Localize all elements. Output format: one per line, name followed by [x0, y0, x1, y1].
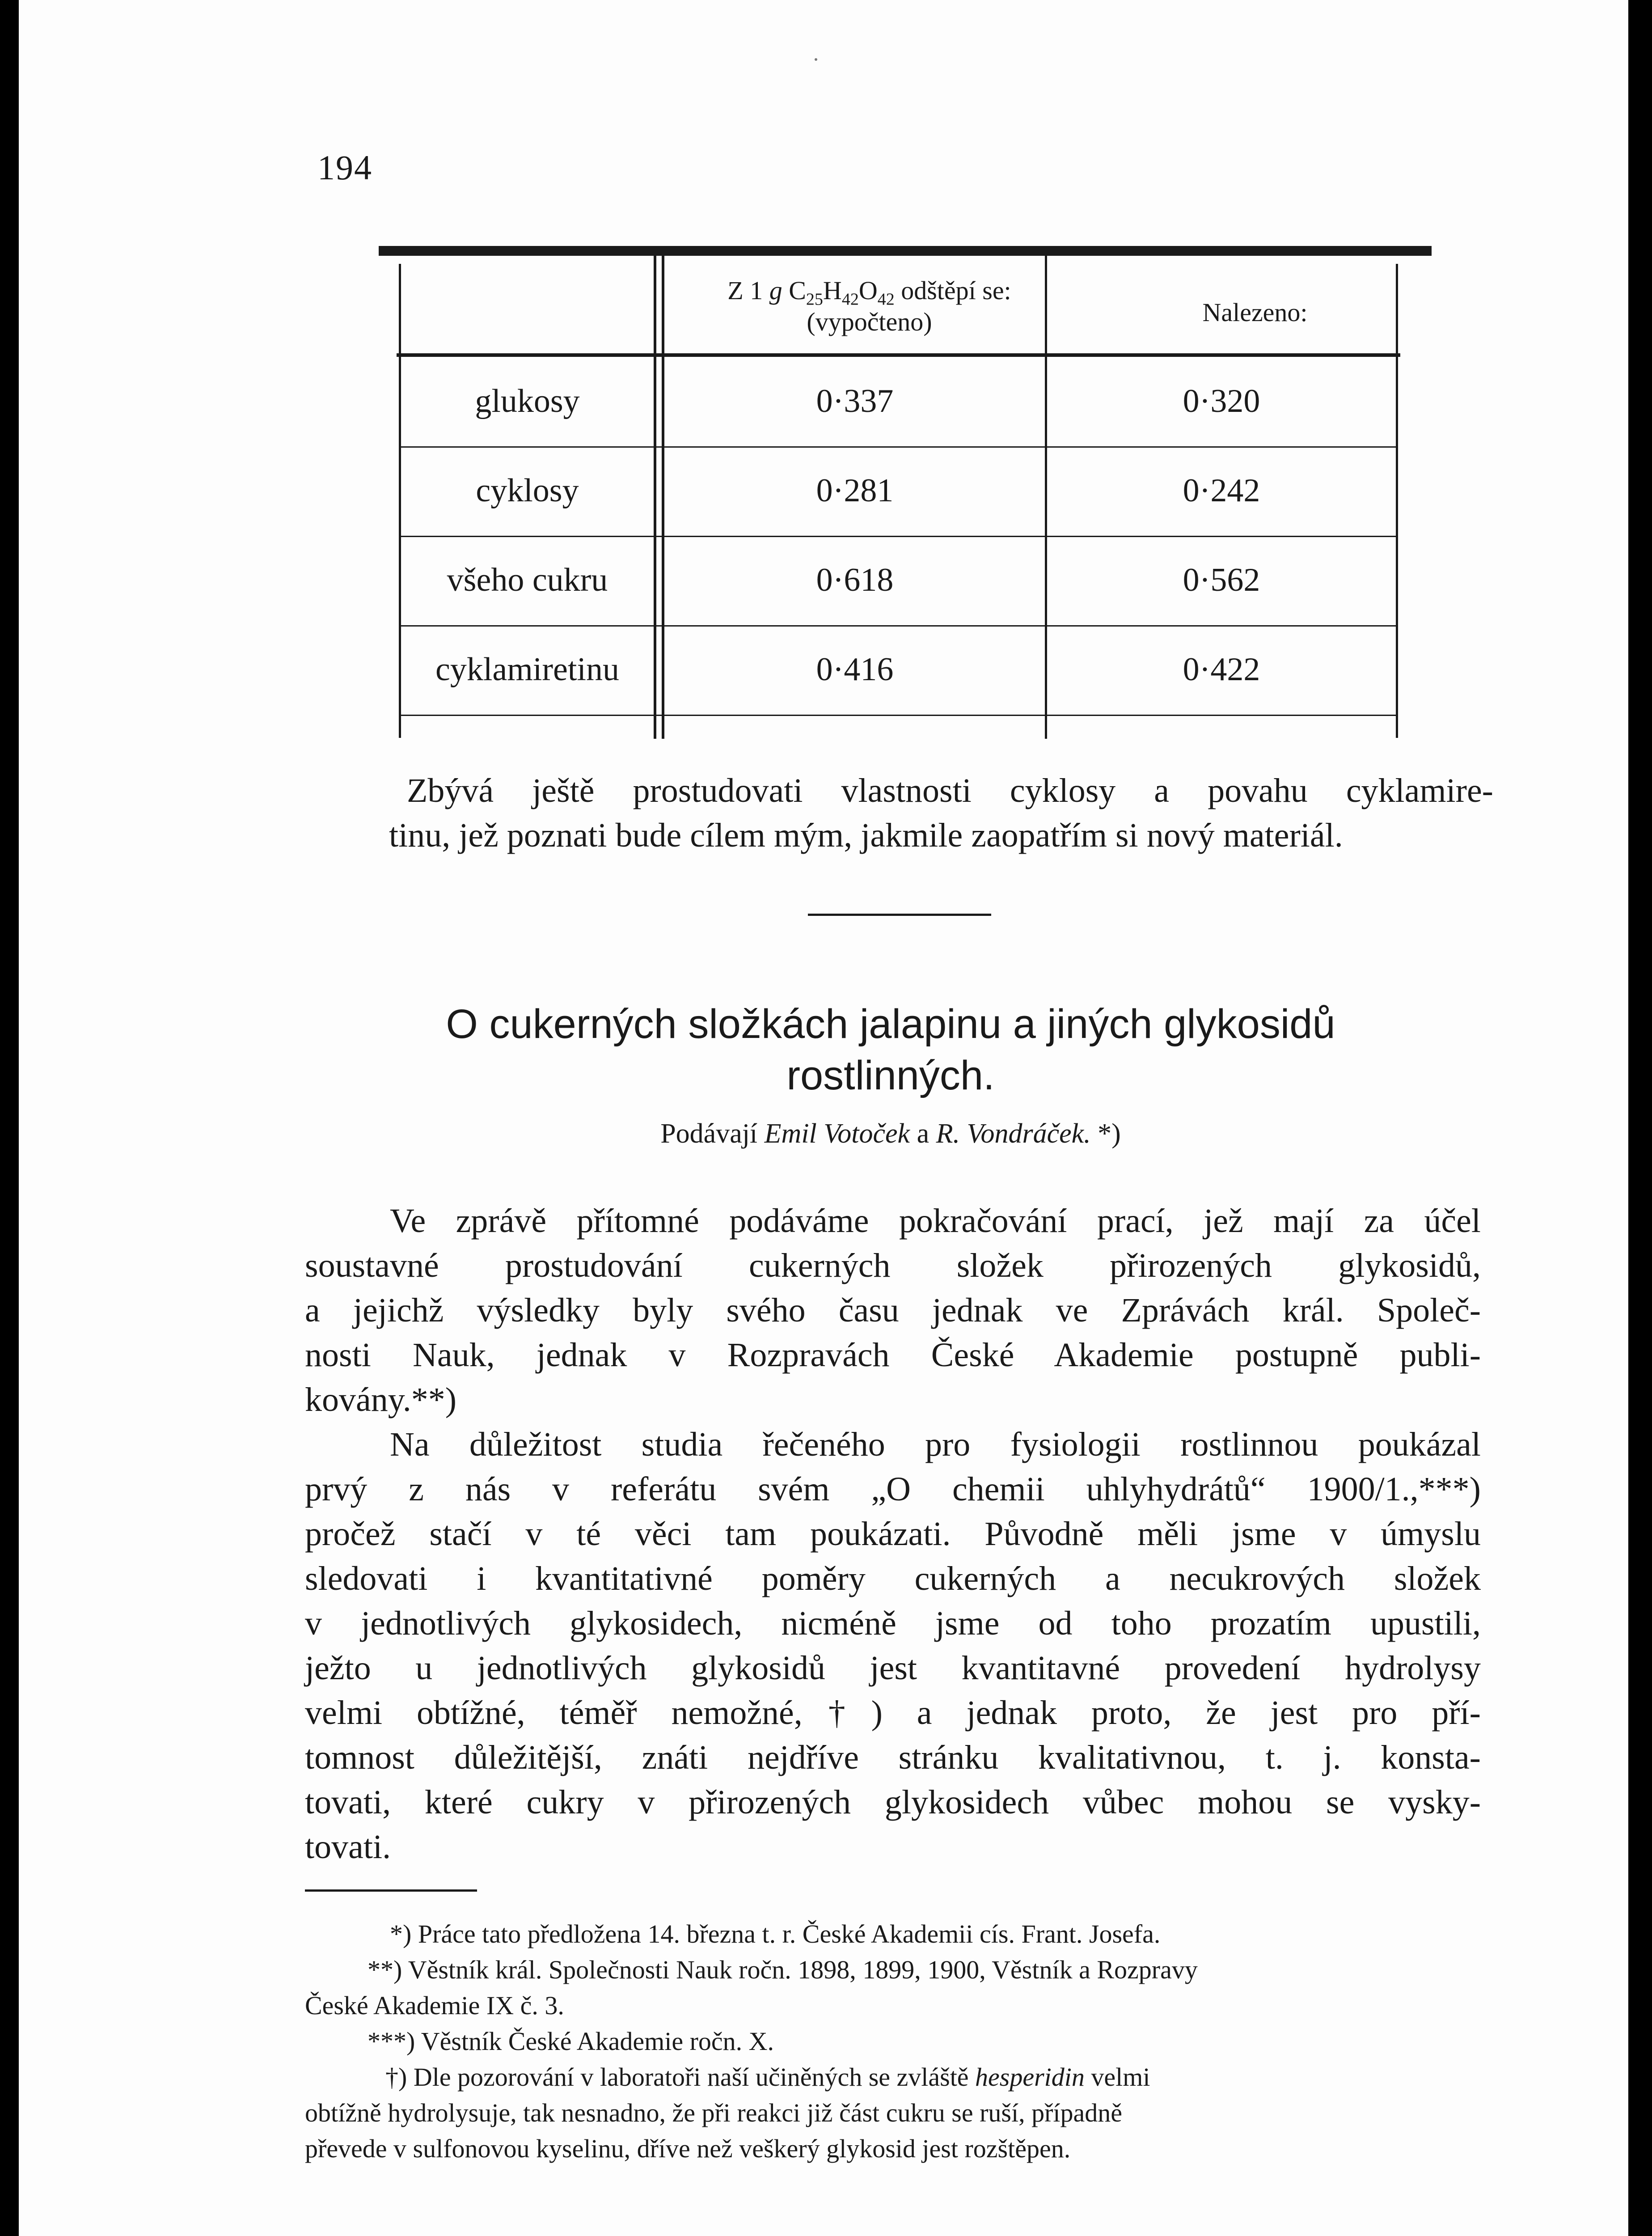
paragraph-line: nosti Nauk, jednak v Rozpravách České Akademie postupně publi- — [305, 1336, 1481, 1374]
table-top-rule — [379, 246, 1432, 256]
table-header-computed-note: (vypočteno) — [807, 307, 932, 337]
article-byline: Podávají Emil Votoček a R. Vondráček. *) — [660, 1118, 1121, 1149]
paragraph-line: soustavné prostudování cukerných složek přirozených glykosidů, — [305, 1247, 1481, 1284]
paragraph-line: tovati, které cukry v přirozených glykosidech vůbec mohou se vysky- — [305, 1783, 1481, 1821]
footnote-4: †) Dle pozorování v laboratoři naší učiněných se zvláště hesperidin velmi — [385, 2062, 1150, 2092]
footnote-3: ***) Věstník České Akademie ročn. X. — [368, 2027, 774, 2056]
paragraph-line: ježto u jednotlivých glykosidů jest kvantitavné provedení hydrolysy — [305, 1649, 1481, 1687]
footnote-2: **) Věstník král. Společnosti Nauk ročn. 1898, 1899, 1900, Věstník a Rozpravy — [368, 1955, 1198, 1984]
table-row-found: 0·562 — [1183, 562, 1260, 598]
table-divider-double-b — [662, 256, 664, 739]
table-row-computed: 0·618 — [816, 562, 894, 598]
table-header-computed: Z 1 g $C_{25}H_{42}O_{42}$ odštěpí se: (vypočteno) — [674, 277, 1065, 336]
page-number: 194 — [317, 148, 372, 187]
paragraph-line: Ve zprávě přítomné podáváme pokračování prací, jež mají za účel — [390, 1202, 1481, 1240]
table-row-rule — [401, 715, 1396, 716]
table-divider-double-a — [654, 256, 656, 739]
table-row-computed: 0·337 — [816, 383, 894, 419]
paragraph-line: tomnost důležitější, znáti nejdříve stránku kvalitativnou, t. j. konsta- — [305, 1739, 1481, 1776]
paragraph-line: tinu, jež poznati bude cílem mým, jakmile zaopatřím si nový materiál. — [389, 817, 1343, 854]
section-separator — [808, 914, 991, 916]
table-row-found: 0·422 — [1183, 651, 1260, 688]
paragraph-line: Na důležitost studia řečeného pro fysiologii rostlinnou poukázal — [390, 1426, 1481, 1463]
table-row-computed: 0·416 — [816, 651, 894, 688]
table-row-label: všeho cukru — [447, 562, 608, 598]
closing-paragraph — [389, 768, 1493, 858]
footnote-1: *) Práce tato předložena 14. března t. r. České Akademii cís. Frant. Josefa. — [390, 1919, 1161, 1948]
table-header-found: Nalezeno: — [1202, 298, 1308, 327]
table-row-label: cyklamiretinu — [435, 651, 619, 688]
paragraph-line: kovány.**) — [305, 1381, 457, 1419]
author-name: Emil Votoček — [764, 1118, 910, 1149]
paper-speck — [815, 58, 817, 61]
page-sheet — [19, 0, 1628, 2236]
article-title-line-2: rostlinných. — [786, 1053, 995, 1098]
table-row-label: cyklosy — [476, 472, 579, 509]
paragraph-line: prvý z nás v referátu svém „O chemii uhlyhydrátů“ 1900/1.,***) — [305, 1470, 1481, 1508]
table-row-found: 0·320 — [1183, 383, 1260, 419]
footnote-4-cont: převede v sulfonovou kyselinu, dříve než veškerý glykosid jest rozštěpen. — [305, 2134, 1071, 2163]
paragraph-line: a jejichž výsledky byly svého času jednak ve Zprávách král. Společ- — [305, 1292, 1481, 1329]
paragraph-line: pročež stačí v té věci tam poukázati. Původně měli jsme v úmyslu — [305, 1515, 1481, 1553]
table-row-label: glukosy — [475, 383, 580, 419]
paragraph-line: Zbývá ještě prostudovati vlastnosti cyklosy a povahu cyklamire- — [407, 772, 1493, 809]
table-row-computed: 0·281 — [816, 472, 894, 509]
body-paragraph-1 — [305, 1198, 1481, 1422]
article-title-line-1: O cukerných složkách jalapinu a jiných glykosidů — [446, 1001, 1335, 1047]
paragraph-line: tovati. — [305, 1828, 391, 1866]
table-border-right — [1396, 264, 1398, 738]
table-row-rule — [401, 446, 1396, 448]
body-paragraph-2 — [305, 1422, 1481, 1869]
table-row-rule — [401, 625, 1396, 627]
paragraph-line: v jednotlivých glykosidech, nicméně jsme od toho prozatím upustili, — [305, 1605, 1481, 1642]
footnote-rule — [305, 1889, 477, 1892]
paragraph-line: sledovati i kvantitativné poměry cukerných a necukrových složek — [305, 1560, 1481, 1597]
author-name: R. Vondráček. — [936, 1118, 1091, 1149]
table-header-rule — [397, 353, 1400, 357]
table-row-rule — [401, 536, 1396, 537]
footnote-2-cont: České Akademie IX č. 3. — [305, 1991, 564, 2020]
footnote-4-cont: obtížně hydrolysuje, tak nesnadno, že při reakci již část cukru se ruší, případně — [305, 2098, 1122, 2127]
footnote-emphasis: hesperidin — [975, 2062, 1085, 2092]
paragraph-line: velmi obtížné, téměř nemožné,†) a jednak proto, že jest pro pří- — [305, 1694, 1481, 1732]
table-row-found: 0·242 — [1183, 472, 1260, 509]
